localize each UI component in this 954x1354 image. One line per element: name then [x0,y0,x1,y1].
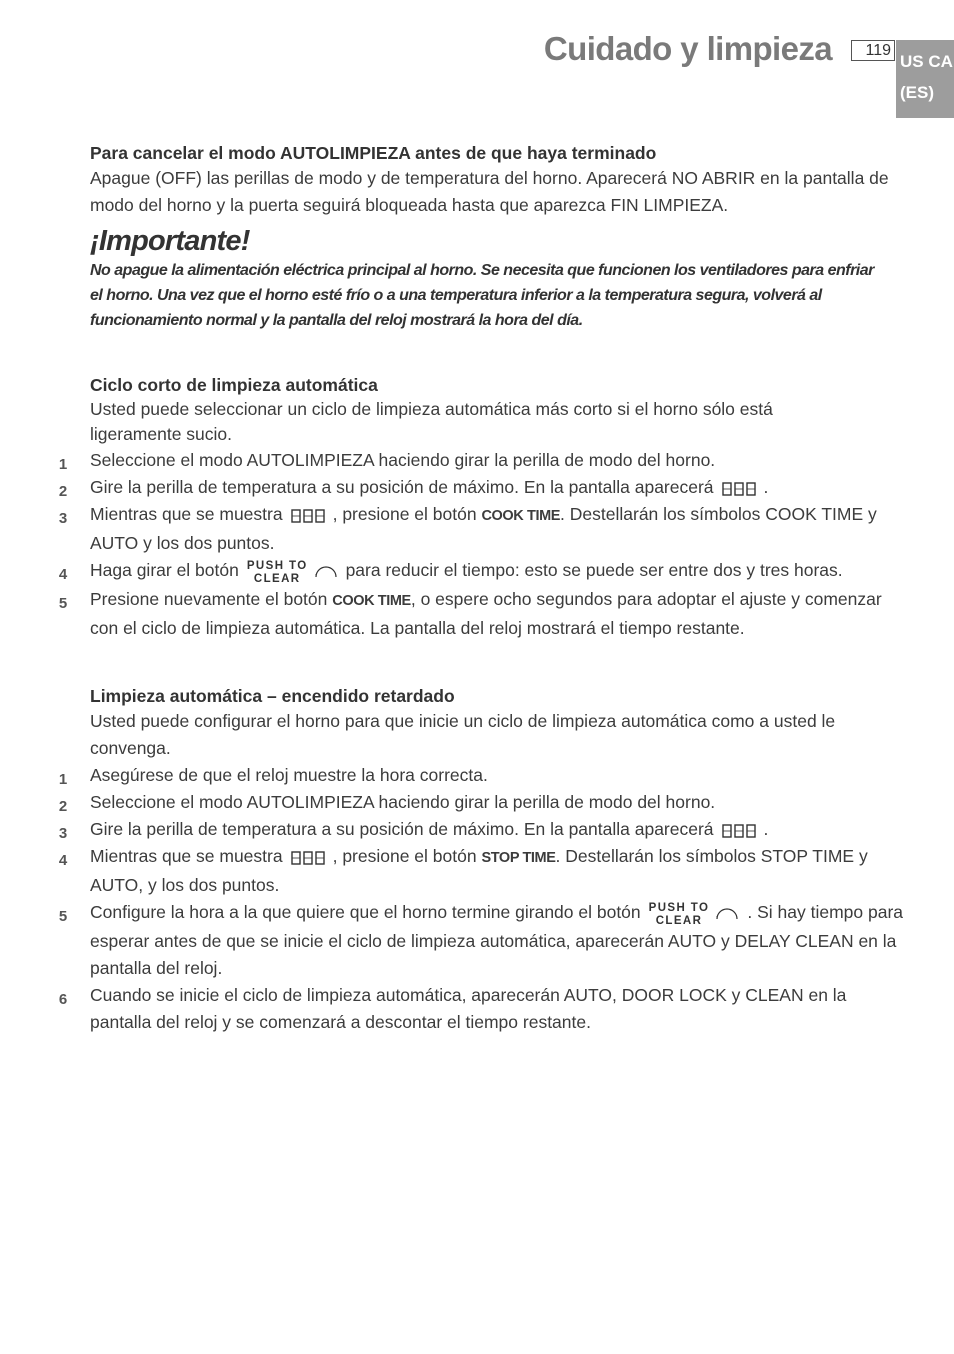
step-text: , presione el botón [332,846,477,866]
step-text: para reducir el tiempo: esto se puede ser entre dos y tres horas. [345,560,843,580]
step-item [58,501,910,557]
page-title: Cuidado y limpieza [543,30,832,67]
delayed-section [58,684,910,1036]
step-text: Seleccione el modo AUTOLIMPIEZA haciendo girar la perilla de modo del horno. [90,450,716,470]
region-line-2: (ES) [900,83,934,102]
step-text: . Destellarán los símbolos COOK TIME y AUTO y los dos puntos. [90,504,877,553]
display-segments-icon [291,508,325,524]
step-text: , o espere ocho segundos para adoptar el ajuste y comenzar con el ciclo de limpieza automática. La pantalla del reloj mostrará el tiempo restante. [90,589,882,638]
step-text: . Si hay tiempo para esperar antes de que se inicie el ciclo de limpieza automática, aparecerán AUTO y DELAY CLEAN en la pantalla del reloj. [90,902,904,978]
step-number: 1 [58,456,68,473]
step-number: 1 [58,771,68,788]
step-number: 2 [58,483,68,500]
step-text: . [763,477,769,497]
step-text: Haga girar el botón [90,560,239,580]
step-item [58,474,910,501]
push-label-line-1: PUSH TO [648,902,710,914]
step-number: 3 [58,825,68,842]
step-item [58,816,910,843]
step-text: Mientras que se muestra [90,504,283,524]
step-item [58,982,910,1036]
step-number: 4 [58,566,68,583]
important-section [90,224,890,333]
step-item [58,557,910,586]
knob-arc-icon [314,564,338,578]
step-text: Cuando se inicie el ciclo de limpieza automática, aparecerán AUTO, DOOR LOCK y CLEAN en la pantalla del reloj y se comenzará a descontar el tiempo restante. [90,985,847,1032]
step-text: Configure la hora a la que quiere que el horno termine girando el botón [90,902,641,922]
step-text: Gire la perilla de temperatura a su posición de máximo. En la pantalla aparecerá [90,477,714,497]
step-item [58,899,910,982]
push-label-line-2: CLEAR [655,915,703,927]
push-to-clear-icon [649,902,710,928]
display-segments-icon [722,823,756,839]
cancel-text: Apague (OFF) las perillas de modo y de temperatura del horno. Aparecerá NO ABRIR en la pantalla de modo del horno y la puerta seguirá bloqueada hasta que aparezca FIN LIMPIEZA. [90,168,889,215]
step-text: Gire la perilla de temperatura a su posición de máximo. En la pantalla aparecerá [90,819,714,839]
cook-time-button-label: COOK TIME [332,593,411,609]
step-number: 5 [58,595,68,612]
short-cycle-section [58,373,910,642]
step-text: . [763,819,769,839]
step-item [58,762,910,789]
important-text: No apague la alimentación eléctrica principal al horno. Se necesita que funcionen los ventiladores para enfriar el horno. Una vez que el horno esté frío o a una temperatura inferior a la temperatura segura, volverá al funcionamiento normal y la pantalla del reloj mostrará la hora del día. [90,262,874,329]
step-item [58,843,910,899]
step-number: 5 [58,908,68,925]
step-text: Asegúrese de que el reloj muestre la hora correcta. [90,765,488,785]
step-text: Mientras que se muestra [90,846,283,866]
delayed-heading: Limpieza automática – encendido retardado [90,686,455,706]
push-to-clear-icon [247,560,308,586]
step-text: Presione nuevamente el botón [90,589,328,609]
step-text: , presione el botón [332,504,477,524]
step-item [58,789,910,816]
page-number: 119 [851,40,895,61]
step-number: 6 [58,991,68,1008]
step-item [58,586,910,642]
region-tab [896,40,954,118]
cancel-heading: Para cancelar el modo AUTOLIMPIEZA antes de que haya terminado [90,143,657,163]
push-label-line-2: CLEAR [253,573,301,585]
delayed-intro: Usted puede configurar el horno para que inicie un ciclo de limpieza automática como a usted le convenga. [90,711,836,758]
step-item [58,447,910,474]
step-text: Seleccione el modo AUTOLIMPIEZA haciendo girar la perilla de modo del horno. [90,792,716,812]
cancel-section [90,141,910,219]
push-label-line-1: PUSH TO [246,560,308,572]
short-cycle-heading: Ciclo corto de limpieza automática [90,375,378,395]
step-number: 3 [58,510,68,527]
cook-time-button-label: COOK TIME [481,508,561,524]
step-number: 4 [58,852,68,869]
important-title: ¡Importante! [90,225,250,257]
short-cycle-intro: Usted puede seleccionar un ciclo de limpieza automática más corto si el horno sólo está ligeramente sucio. [90,399,773,444]
knob-arc-icon [715,906,739,920]
step-number: 2 [58,798,68,815]
stop-time-button-label: STOP TIME [481,850,556,866]
display-segments-icon [722,481,756,497]
region-line-1: US CA [900,52,953,71]
display-segments-icon [291,850,325,866]
step-text: . Destellarán los símbolos STOP TIME y AUTO, y los dos puntos. [90,846,868,895]
